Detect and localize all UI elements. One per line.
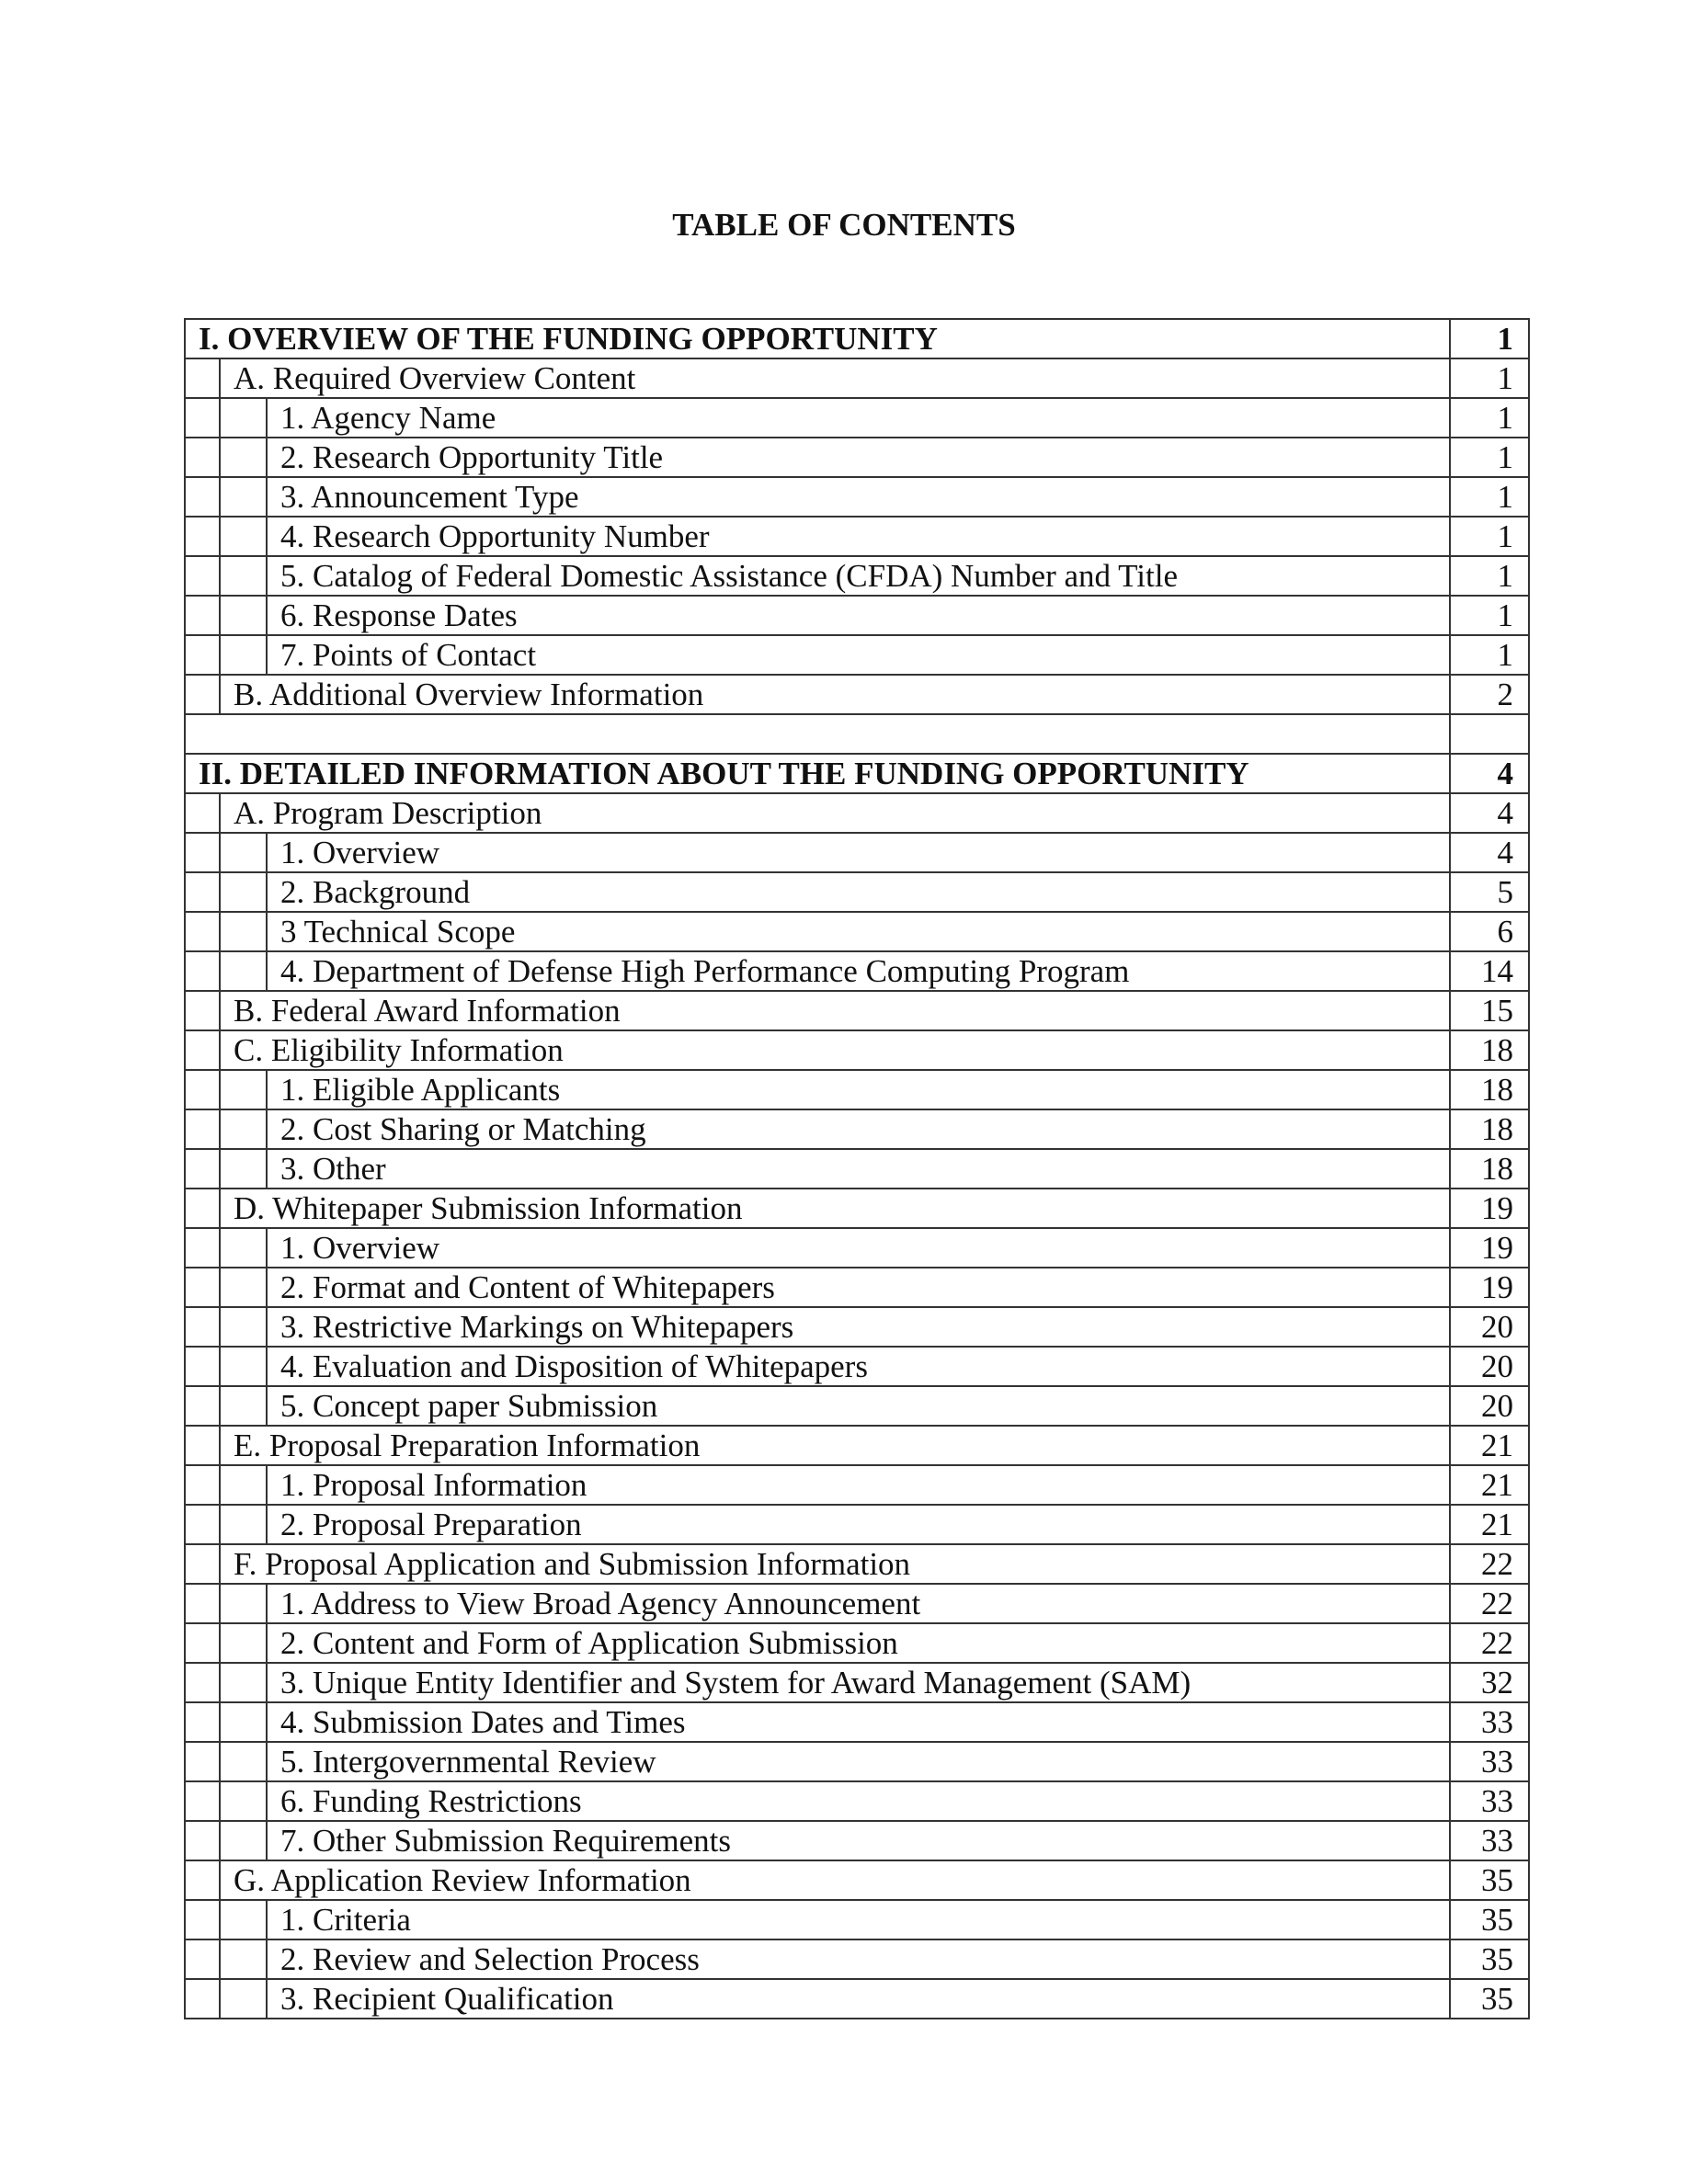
toc-item-label: 1. Address to View Broad Agency Announcement (267, 1584, 1450, 1623)
toc-page-number: 21 (1450, 1465, 1529, 1505)
toc-page-number: 32 (1450, 1663, 1529, 1702)
toc-subsection-row (185, 991, 1529, 1030)
toc-indent-cell (220, 1505, 267, 1544)
toc-item-label: 6. Response Dates (267, 596, 1450, 635)
toc-item-label: 3. Restrictive Markings on Whitepapers (267, 1307, 1450, 1347)
toc-item-row (185, 1939, 1529, 1979)
toc-page-number: 1 (1450, 556, 1529, 596)
toc-page-number: 19 (1450, 1228, 1529, 1268)
toc-item-label: 7. Other Submission Requirements (267, 1821, 1450, 1860)
toc-page-number (1450, 714, 1529, 754)
toc-section-row (185, 754, 1529, 793)
toc-indent-cell (185, 951, 220, 991)
toc-indent-cell (185, 1663, 220, 1702)
toc-section-row (185, 319, 1529, 358)
toc-indent-cell (220, 1149, 267, 1189)
toc-item-label: 2. Content and Form of Application Submission (267, 1623, 1450, 1663)
toc-indent-cell (185, 675, 220, 714)
toc-indent-cell (185, 833, 220, 872)
toc-indent-cell (220, 1781, 267, 1821)
toc-indent-cell (220, 912, 267, 951)
toc-page-number: 22 (1450, 1544, 1529, 1584)
toc-indent-cell (185, 1347, 220, 1386)
toc-item-row (185, 1781, 1529, 1821)
toc-item-label: 2. Background (267, 872, 1450, 912)
toc-page-number: 19 (1450, 1268, 1529, 1307)
toc-item-label: 5. Intergovernmental Review (267, 1742, 1450, 1781)
toc-page-number: 20 (1450, 1307, 1529, 1347)
toc-subsection-label: D. Whitepaper Submission Information (220, 1189, 1450, 1228)
toc-indent-cell (185, 1030, 220, 1070)
toc-item-row (185, 556, 1529, 596)
toc-page-number: 33 (1450, 1742, 1529, 1781)
toc-page-number: 18 (1450, 1109, 1529, 1149)
toc-item-label: 3. Unique Entity Identifier and System for Award Management (SAM) (267, 1663, 1450, 1702)
toc-indent-cell (185, 1939, 220, 1979)
toc-page-number: 19 (1450, 1189, 1529, 1228)
toc-item-label: 4. Evaluation and Disposition of Whitepapers (267, 1347, 1450, 1386)
toc-indent-cell (185, 1465, 220, 1505)
toc-indent-cell (220, 1465, 267, 1505)
toc-item-label: 2. Review and Selection Process (267, 1939, 1450, 1979)
toc-indent-cell (220, 1386, 267, 1426)
toc-table (184, 318, 1530, 2019)
toc-page-number: 2 (1450, 675, 1529, 714)
toc-indent-cell (220, 1070, 267, 1109)
toc-page-number: 18 (1450, 1030, 1529, 1070)
toc-page-number: 1 (1450, 596, 1529, 635)
toc-item-row (185, 1228, 1529, 1268)
toc-item-row (185, 1584, 1529, 1623)
toc-item-row (185, 1307, 1529, 1347)
toc-indent-cell (220, 1109, 267, 1149)
toc-item-row (185, 1268, 1529, 1307)
toc-indent-cell (185, 358, 220, 398)
toc-indent-cell (220, 1228, 267, 1268)
toc-indent-cell (220, 872, 267, 912)
toc-item-row (185, 1742, 1529, 1781)
toc-item-row (185, 477, 1529, 517)
toc-indent-cell (220, 1307, 267, 1347)
toc-indent-cell (185, 1109, 220, 1149)
toc-item-row (185, 1900, 1529, 1939)
toc-subsection-label: F. Proposal Application and Submission Information (220, 1544, 1450, 1584)
toc-indent-cell (220, 1347, 267, 1386)
toc-indent-cell (220, 517, 267, 556)
toc-indent-cell (185, 398, 220, 438)
toc-indent-cell (185, 1702, 220, 1742)
toc-subsection-label: B. Additional Overview Information (220, 675, 1450, 714)
toc-indent-cell (220, 1821, 267, 1860)
toc-indent-cell (185, 1307, 220, 1347)
toc-item-row (185, 1702, 1529, 1742)
toc-spacer-row (185, 714, 1529, 754)
toc-item-label: 3. Announcement Type (267, 477, 1450, 517)
toc-item-label: 7. Points of Contact (267, 635, 1450, 675)
toc-page-number: 5 (1450, 872, 1529, 912)
toc-item-label: 1. Eligible Applicants (267, 1070, 1450, 1109)
toc-page-number: 22 (1450, 1623, 1529, 1663)
toc-subsection-label: G. Application Review Information (220, 1860, 1450, 1900)
toc-item-row (185, 833, 1529, 872)
toc-page-number: 1 (1450, 517, 1529, 556)
toc-indent-cell (185, 1544, 220, 1584)
toc-item-row (185, 1386, 1529, 1426)
toc-page-number: 6 (1450, 912, 1529, 951)
toc-subsection-label: A. Program Description (220, 793, 1450, 833)
toc-item-label: 3 Technical Scope (267, 912, 1450, 951)
toc-item-row (185, 1663, 1529, 1702)
toc-page-number: 1 (1450, 477, 1529, 517)
toc-subsection-row (185, 1426, 1529, 1465)
toc-indent-cell (185, 1070, 220, 1109)
toc-subsection-label: A. Required Overview Content (220, 358, 1450, 398)
toc-indent-cell (185, 793, 220, 833)
toc-indent-cell (185, 1149, 220, 1189)
toc-page-number: 35 (1450, 1900, 1529, 1939)
toc-item-label: 3. Other (267, 1149, 1450, 1189)
toc-subsection-row (185, 1544, 1529, 1584)
toc-item-label: 5. Catalog of Federal Domestic Assistance (CFDA) Number and Title (267, 556, 1450, 596)
toc-page-number: 4 (1450, 754, 1529, 793)
toc-item-label: 1. Overview (267, 1228, 1450, 1268)
toc-page-number: 1 (1450, 398, 1529, 438)
toc-indent-cell (185, 1268, 220, 1307)
toc-indent-cell (185, 477, 220, 517)
toc-page-number: 1 (1450, 635, 1529, 675)
toc-item-row (185, 438, 1529, 477)
toc-item-row (185, 1347, 1529, 1386)
toc-item-row (185, 912, 1529, 951)
toc-indent-cell (220, 1663, 267, 1702)
toc-indent-cell (185, 1505, 220, 1544)
toc-page-number: 15 (1450, 991, 1529, 1030)
toc-item-row (185, 635, 1529, 675)
toc-page-number: 22 (1450, 1584, 1529, 1623)
toc-item-row (185, 872, 1529, 912)
toc-spacer-cell (185, 714, 1450, 754)
toc-indent-cell (185, 1623, 220, 1663)
toc-item-row (185, 398, 1529, 438)
toc-indent-cell (185, 872, 220, 912)
toc-subsection-row (185, 1860, 1529, 1900)
toc-subsection-row (185, 1189, 1529, 1228)
toc-indent-cell (220, 635, 267, 675)
toc-indent-cell (185, 912, 220, 951)
toc-item-label: 3. Recipient Qualification (267, 1979, 1450, 2019)
toc-subsection-row (185, 675, 1529, 714)
toc-page-number: 35 (1450, 1979, 1529, 2019)
toc-indent-cell (220, 556, 267, 596)
toc-indent-cell (185, 1821, 220, 1860)
toc-indent-cell (220, 398, 267, 438)
toc-indent-cell (220, 438, 267, 477)
toc-indent-cell (185, 1900, 220, 1939)
toc-page-number: 21 (1450, 1426, 1529, 1465)
toc-item-label: 4. Department of Defense High Performance Computing Program (267, 951, 1450, 991)
toc-indent-cell (185, 1228, 220, 1268)
toc-item-label: 1. Agency Name (267, 398, 1450, 438)
toc-section-label: II. DETAILED INFORMATION ABOUT THE FUNDING OPPORTUNITY (185, 754, 1450, 793)
toc-item-label: 4. Submission Dates and Times (267, 1702, 1450, 1742)
toc-item-row (185, 1505, 1529, 1544)
toc-indent-cell (220, 1939, 267, 1979)
toc-page-number: 14 (1450, 951, 1529, 991)
toc-item-row (185, 951, 1529, 991)
toc-indent-cell (185, 1386, 220, 1426)
toc-page-number: 35 (1450, 1860, 1529, 1900)
toc-item-row (185, 1979, 1529, 2019)
toc-page-number: 20 (1450, 1386, 1529, 1426)
toc-indent-cell (185, 517, 220, 556)
toc-page-number: 1 (1450, 319, 1529, 358)
toc-indent-cell (220, 596, 267, 635)
toc-item-row (185, 1465, 1529, 1505)
toc-indent-cell (220, 833, 267, 872)
toc-indent-cell (185, 1584, 220, 1623)
toc-indent-cell (220, 1979, 267, 2019)
toc-indent-cell (185, 1742, 220, 1781)
toc-item-label: 2. Proposal Preparation (267, 1505, 1450, 1544)
toc-item-label: 6. Funding Restrictions (267, 1781, 1450, 1821)
toc-indent-cell (185, 1189, 220, 1228)
toc-subsection-row (185, 358, 1529, 398)
toc-page-number: 35 (1450, 1939, 1529, 1979)
toc-item-label: 1. Criteria (267, 1900, 1450, 1939)
toc-indent-cell (185, 1860, 220, 1900)
toc-page-number: 33 (1450, 1781, 1529, 1821)
toc-item-row (185, 1109, 1529, 1149)
toc-item-row (185, 596, 1529, 635)
toc-indent-cell (220, 951, 267, 991)
toc-subsection-row (185, 1030, 1529, 1070)
toc-indent-cell (185, 1426, 220, 1465)
toc-page-number: 1 (1450, 438, 1529, 477)
toc-indent-cell (185, 1979, 220, 2019)
toc-indent-cell (220, 1623, 267, 1663)
toc-subsection-label: C. Eligibility Information (220, 1030, 1450, 1070)
toc-item-label: 1. Overview (267, 833, 1450, 872)
toc-subsection-label: B. Federal Award Information (220, 991, 1450, 1030)
toc-item-label: 4. Research Opportunity Number (267, 517, 1450, 556)
toc-item-row (185, 1149, 1529, 1189)
toc-item-label: 2. Research Opportunity Title (267, 438, 1450, 477)
toc-indent-cell (185, 991, 220, 1030)
toc-indent-cell (220, 1584, 267, 1623)
toc-page-number: 1 (1450, 358, 1529, 398)
toc-indent-cell (185, 596, 220, 635)
toc-subsection-row (185, 793, 1529, 833)
toc-item-label: 5. Concept paper Submission (267, 1386, 1450, 1426)
toc-page-number: 18 (1450, 1070, 1529, 1109)
toc-page-number: 33 (1450, 1702, 1529, 1742)
toc-indent-cell (220, 477, 267, 517)
toc-indent-cell (220, 1268, 267, 1307)
toc-page-number: 33 (1450, 1821, 1529, 1860)
toc-page-number: 18 (1450, 1149, 1529, 1189)
toc-indent-cell (220, 1702, 267, 1742)
toc-indent-cell (185, 635, 220, 675)
toc-section-label: I. OVERVIEW OF THE FUNDING OPPORTUNITY (185, 319, 1450, 358)
toc-item-row (185, 1623, 1529, 1663)
toc-indent-cell (220, 1900, 267, 1939)
toc-body (185, 319, 1529, 2019)
toc-item-label: 2. Cost Sharing or Matching (267, 1109, 1450, 1149)
toc-indent-cell (220, 1742, 267, 1781)
toc-indent-cell (185, 556, 220, 596)
toc-page-number: 20 (1450, 1347, 1529, 1386)
toc-subsection-label: E. Proposal Preparation Information (220, 1426, 1450, 1465)
toc-page-number: 4 (1450, 793, 1529, 833)
toc-page-number: 4 (1450, 833, 1529, 872)
toc-item-label: 2. Format and Content of Whitepapers (267, 1268, 1450, 1307)
toc-item-row (185, 517, 1529, 556)
page-title: TABLE OF CONTENTS (672, 207, 1016, 243)
toc-item-row (185, 1821, 1529, 1860)
toc-item-row (185, 1070, 1529, 1109)
toc-page-number: 21 (1450, 1505, 1529, 1544)
toc-indent-cell (185, 438, 220, 477)
toc-item-label: 1. Proposal Information (267, 1465, 1450, 1505)
toc-indent-cell (185, 1781, 220, 1821)
